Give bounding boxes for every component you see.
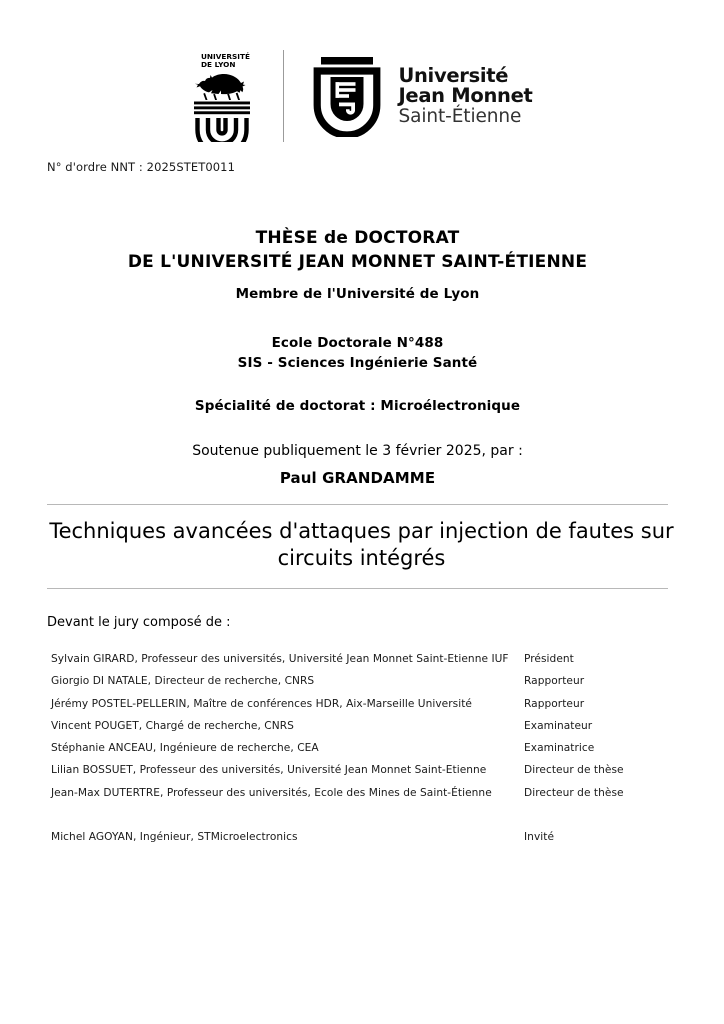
table-row xyxy=(51,720,681,742)
membre-line: Membre de l'Université de Lyon xyxy=(235,286,480,302)
table-row xyxy=(51,698,681,720)
jury-member-role: Président xyxy=(524,653,574,665)
table-row xyxy=(51,787,681,809)
specialite-line: Spécialité de doctorat : Microélectronique xyxy=(194,398,521,414)
table-row xyxy=(51,653,681,675)
table-row xyxy=(51,742,681,764)
jury-member-role: Examinatrice xyxy=(524,742,595,755)
title-rule-top xyxy=(47,504,668,505)
table-row xyxy=(51,831,681,853)
jury-guest-name: Michel AGOYAN, Ingénieur, STMicroelectronics xyxy=(51,831,298,844)
logo-divider xyxy=(283,50,284,142)
jury-member-role: Directeur de thèse xyxy=(524,786,624,799)
thesis-heading xyxy=(47,226,668,274)
page-title: Techniques avancées d'attaques par injection de fautes sur circuits intégrés xyxy=(49,519,674,571)
universite-jean-monnet-logo xyxy=(310,55,532,137)
svg-text:UNIVERSITÉ: UNIVERSITÉ xyxy=(201,52,251,61)
jury-member-role: Directeur de thèse xyxy=(524,764,624,777)
ujm-logo-line3: Saint-Étienne xyxy=(398,106,522,128)
title-rule-bottom xyxy=(47,588,668,589)
jury-member-name: Vincent POUGET, Chargé de recherche, CNRS xyxy=(51,719,294,732)
universite-de-lyon-logo xyxy=(191,50,253,142)
jury-member-role: Rapporteur xyxy=(524,675,585,688)
jury-member-name: Sylvain GIRARD, Professeur des universités, Université Jean Monnet Saint-Etienne IUF xyxy=(51,653,509,665)
ujm-logo-line2: Jean Monnet xyxy=(398,83,533,107)
jury-member-name: Giorgio DI NATALE, Directeur de recherche, CNRS xyxy=(51,675,315,688)
jury-guest-role: Invité xyxy=(524,831,555,844)
jury-table xyxy=(51,653,681,853)
jury-table-spacer xyxy=(51,809,681,831)
ujm-shield-icon xyxy=(310,55,384,137)
author-name: Paul GRANDAMME xyxy=(279,469,436,487)
ecole-doctorale-name: SIS - Sciences Ingénierie Santé xyxy=(237,355,478,372)
jury-member-role: Examinateur xyxy=(524,719,593,732)
jury-intro: Devant le jury composé de : xyxy=(47,615,231,630)
svg-text:DE LYON: DE LYON xyxy=(201,60,236,69)
logo-band xyxy=(0,44,724,148)
ecole-doctorale-block xyxy=(47,333,668,374)
table-row xyxy=(51,675,681,697)
lion-logo-icon xyxy=(191,50,253,142)
jury-member-name: Jean-Max DUTERTRE, Professeur des universités, Ecole des Mines de Saint-Étienne xyxy=(51,786,492,799)
nnt-reference: N° d'ordre NNT : 2025STET0011 xyxy=(47,160,236,174)
table-row xyxy=(51,764,681,786)
thesis-heading-line2: DE L'UNIVERSITÉ JEAN MONNET SAINT-ÉTIENNE xyxy=(127,252,588,273)
jury-member-name: Jérémy POSTEL-PELLERIN, Maître de conférences HDR, Aix-Marseille Université xyxy=(51,697,472,710)
jury-member-role: Rapporteur xyxy=(524,697,585,710)
soutenance-line: Soutenue publiquement le 3 février 2025, par : xyxy=(192,443,523,459)
ecole-doctorale-number: Ecole Doctorale N°488 xyxy=(271,335,444,351)
ujm-logo-text xyxy=(398,63,533,128)
ujm-logo-line1: Université xyxy=(398,63,509,87)
jury-member-name: Stéphanie ANCEAU, Ingénieure de recherche, CEA xyxy=(51,742,319,755)
jury-member-name: Lilian BOSSUET, Professeur des universités, Université Jean Monnet Saint-Etienne xyxy=(51,764,487,777)
thesis-heading-line1: THÈSE de DOCTORAT xyxy=(255,228,460,248)
